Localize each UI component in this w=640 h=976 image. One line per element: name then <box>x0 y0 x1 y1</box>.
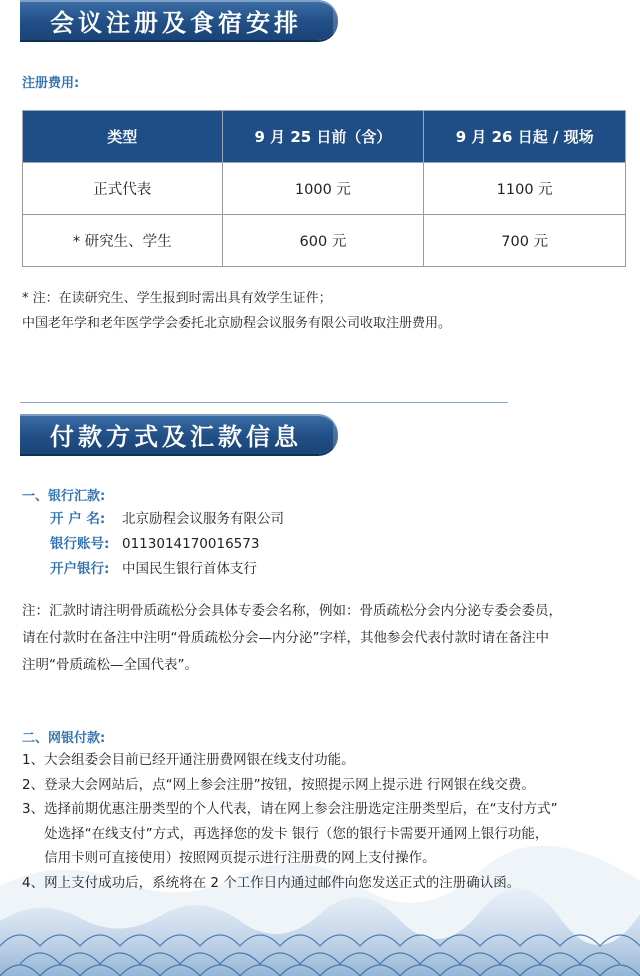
list-item-number: 2、 <box>22 776 45 793</box>
bank-note <box>22 598 630 679</box>
list-item-number: 1、 <box>22 752 45 768</box>
table-cell: 正式代表 <box>23 163 223 215</box>
list-item <box>22 871 634 896</box>
section-divider <box>20 402 508 403</box>
list-item <box>22 797 634 871</box>
section-banner-payment <box>20 414 338 454</box>
table-cell: * 研究生、学生 <box>23 215 223 267</box>
bank-field-bank-name <box>50 557 257 582</box>
fee-table <box>22 110 626 267</box>
table-cell: 1000 元 <box>222 163 424 215</box>
table-header-cell: 9 月 26 日起 / 现场 <box>424 111 626 163</box>
field-value: 0113014170016573 <box>122 536 260 552</box>
note-line: 注明“骨质疏松—全国代表”。 <box>22 657 198 673</box>
list-item-text: 信用卡则可直接使用）按照网页提示进行注册费的网上支付操作。 <box>44 850 436 866</box>
note-line: 请在付款时在备注中注明“骨质疏松分会—内分泌”字样，其他参会代表付款时请在备注中 <box>22 630 549 646</box>
field-value: 北京励程会议服务有限公司 <box>122 511 284 527</box>
table-cell: 600 元 <box>222 215 424 267</box>
note-line: 中国老年学和老年医学学会委托北京励程会议服务有限公司收取注册费用。 <box>22 316 452 331</box>
list-item-number: 4、 <box>22 874 45 891</box>
table-row <box>23 163 626 215</box>
section-banner-registration <box>20 0 338 40</box>
bank-field-account-number <box>50 532 259 557</box>
list-item-text: 登录大会网站后，点“网上参会注册”按钮，按照提示网上提示进 行网银在线交费。 <box>44 776 535 793</box>
online-heading: 二、网银付款: <box>22 731 106 746</box>
list-item-text: 处选择“在线支付”方式，再选择您的发卡 银行（您的银行卡需要开通网上银行功能， <box>44 825 549 842</box>
table-cell: 700 元 <box>424 215 626 267</box>
online-steps-list <box>22 748 634 895</box>
note-line: * 注：在读研究生、学生报到时需出具有效学生证件； <box>22 291 332 306</box>
table-header-cell: 9 月 25 日前（含） <box>222 111 424 163</box>
section-title: 会议注册及食宿安排 <box>50 8 302 37</box>
table-header-cell: 类型 <box>23 111 223 163</box>
note-line: 注：汇款时请注明骨质疏松分会具体专委会名称，例如：骨质疏松分会内分泌专委会委员， <box>22 603 562 619</box>
list-item-number: 3、 <box>22 801 45 817</box>
bank-heading: 一、银行汇款: <box>22 489 106 504</box>
list-item-text: 选择前期优惠注册类型的个人代表，请在网上参会注册选定注册类型后，在“支付方式” <box>44 801 558 817</box>
list-item <box>22 773 634 798</box>
bank-field-account-name <box>50 507 284 532</box>
section-title: 付款方式及汇款信息 <box>50 422 302 451</box>
table-cell: 1100 元 <box>424 163 626 215</box>
list-item-text: 大会组委会目前已经开通注册费网银在线支付功能。 <box>44 752 355 768</box>
table-row <box>23 215 626 267</box>
field-value: 中国民生银行首体支行 <box>122 561 257 577</box>
field-key: 开户银行: <box>50 561 110 577</box>
table-header-row <box>23 111 626 163</box>
fee-note <box>22 286 632 336</box>
field-key: 银行账号: <box>50 536 110 552</box>
list-item-text: 网上支付成功后，系统将在 2 个工作日内通过邮件向您发送正式的注册确认函。 <box>44 874 521 891</box>
field-key: 开 户 名: <box>50 511 106 527</box>
list-item <box>22 748 634 773</box>
fees-label: 注册费用: <box>22 76 80 91</box>
